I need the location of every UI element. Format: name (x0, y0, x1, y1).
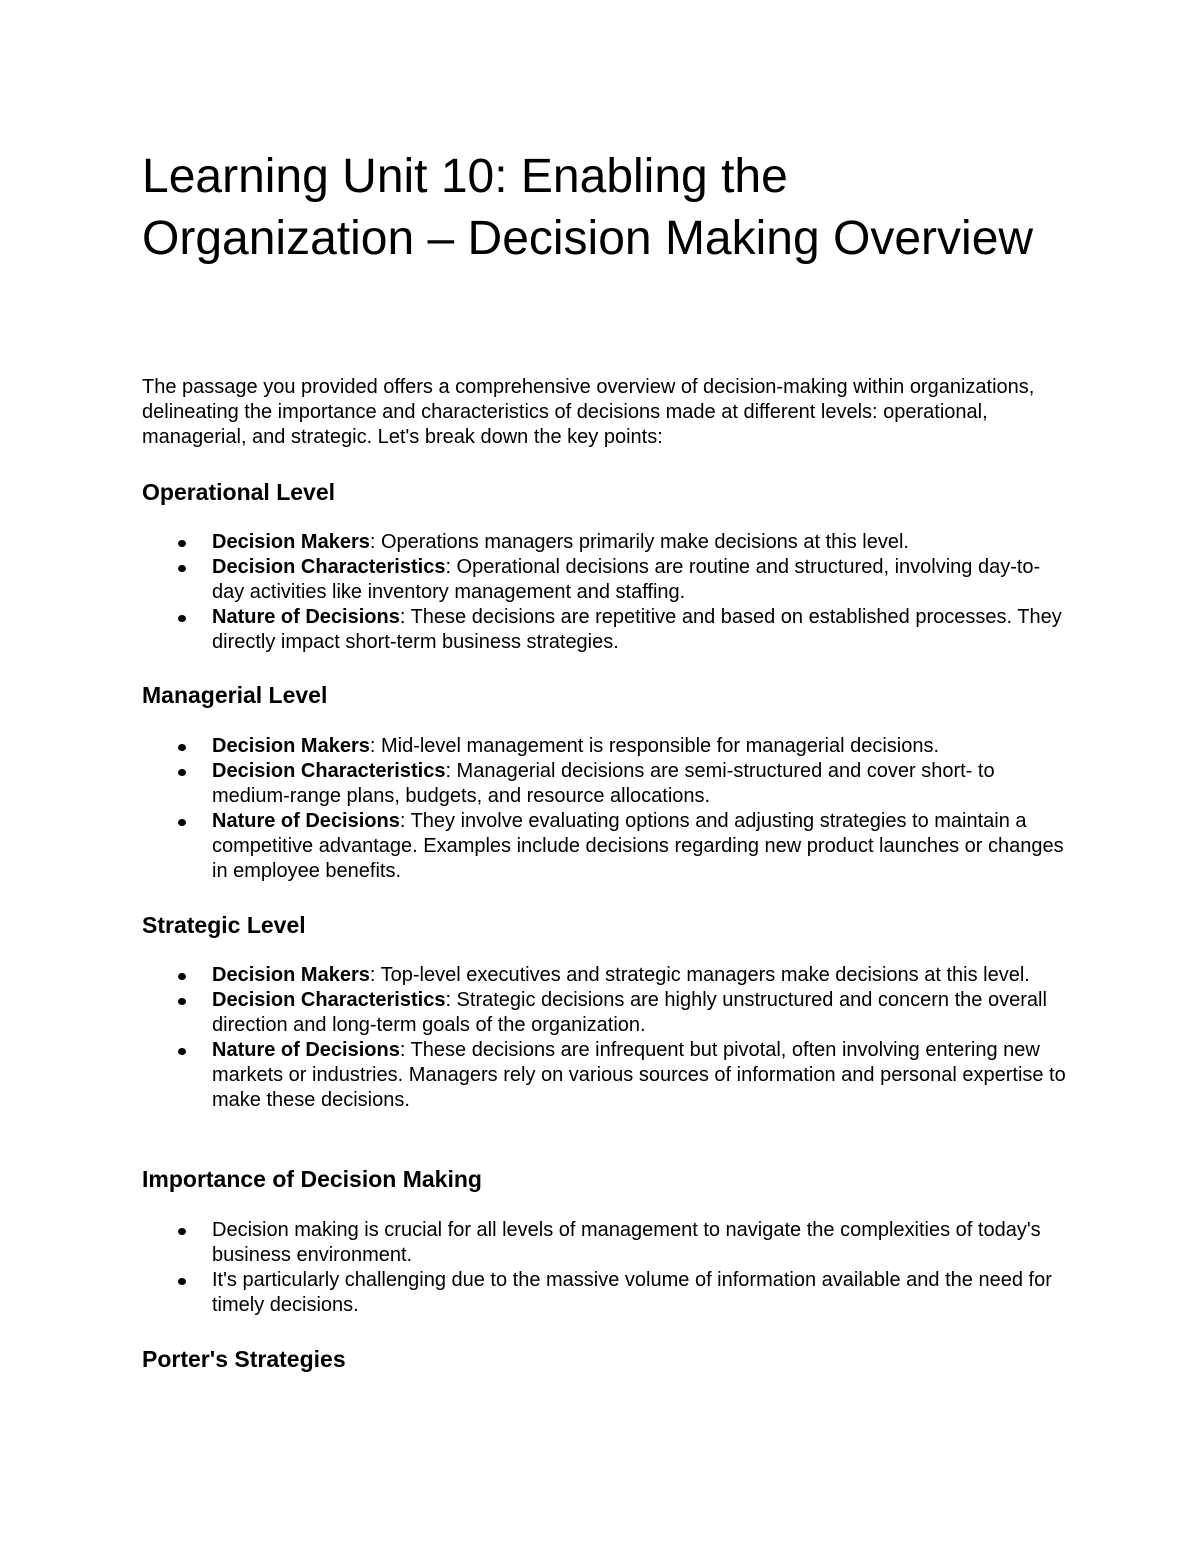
item-text: : Top-level executives and strategic managers make decisions at this level. (369, 964, 1030, 986)
section-heading-porters-strategies: Porter's Strategies (142, 1346, 346, 1372)
bullet-icon (178, 819, 186, 826)
bullet-icon (178, 769, 186, 776)
term-label: Nature of Decisions (212, 810, 400, 832)
bullet-icon (178, 615, 186, 622)
bullet-icon (178, 1228, 186, 1235)
strategic-bullet-list (142, 963, 1072, 1113)
term-label: Decision Makers (212, 735, 370, 757)
list-item (142, 1218, 1072, 1268)
list-item (142, 1038, 1072, 1113)
term-label: Decision Makers (212, 964, 370, 986)
item-text: : Strategic decisions are highly unstructured and concern the overall direction and long-term goals of the organization. (212, 989, 1047, 1036)
term-label: Nature of Decisions (212, 606, 400, 628)
operational-bullet-list (142, 530, 1072, 655)
section-heading-operational: Operational Level (142, 479, 336, 505)
section-heading-importance: Importance of Decision Making (142, 1166, 482, 1192)
intro-paragraph: The passage you provided offers a comprehensive overview of decision-making within organizations, delineating the importance and characteristics of decisions made at different levels: operational, managerial, and strategic. Let's break down the key points: (142, 376, 1035, 448)
term-label: Decision Characteristics (212, 760, 446, 782)
item-text: : Operational decisions are routine and structured, involving day-to-day activities like inventory management and staffing. (212, 556, 1041, 603)
list-item (142, 734, 1072, 759)
bullet-icon (178, 1278, 186, 1285)
item-text: It's particularly challenging due to the massive volume of information available and the need for timely decisions. (212, 1269, 1052, 1316)
document-title: Learning Unit 10: Enabling the Organization – Decision Making Overview (142, 150, 1034, 265)
term-label: Decision Characteristics (212, 556, 446, 578)
list-item (142, 1268, 1072, 1318)
item-text: : They involve evaluating options and adjusting strategies to maintain a competitive advantage. Examples include decisions regarding new product launches or changes in employee benefits. (212, 810, 1064, 882)
item-text: : Managerial decisions are semi-structured and cover short- to medium-range plans, budgets, and resource allocations. (212, 760, 995, 807)
term-label: Nature of Decisions (212, 1039, 400, 1061)
bullet-icon (178, 744, 186, 751)
bullet-icon (178, 998, 186, 1005)
section-heading-strategic: Strategic Level (142, 912, 306, 938)
list-item (142, 555, 1072, 605)
bullet-icon (178, 973, 186, 980)
list-item (142, 759, 1072, 809)
importance-bullet-list (142, 1218, 1072, 1318)
term-label: Decision Makers (212, 531, 370, 553)
list-item (142, 809, 1072, 884)
item-text: : Mid-level management is responsible for managerial decisions. (369, 735, 940, 757)
bullet-icon (178, 565, 186, 572)
list-item (142, 963, 1072, 988)
item-text: Decision making is crucial for all levels of management to navigate the complexities of today's business environment. (212, 1219, 1041, 1266)
item-text: : Operations managers primarily make decisions at this level. (369, 531, 909, 553)
managerial-bullet-list (142, 734, 1072, 884)
term-label: Decision Characteristics (212, 989, 446, 1011)
list-item (142, 988, 1072, 1038)
item-text: : These decisions are repetitive and based on established processes. They directly impact short-term business strategies. (212, 606, 1062, 653)
list-item (142, 530, 1072, 555)
list-item (142, 605, 1072, 655)
section-heading-managerial: Managerial Level (142, 682, 328, 708)
item-text: : These decisions are infrequent but pivotal, often involving entering new markets or industries. Managers rely on various sources of information and personal expertise to make these decisions. (212, 1039, 1066, 1111)
bullet-icon (178, 540, 186, 547)
bullet-icon (178, 1048, 186, 1055)
